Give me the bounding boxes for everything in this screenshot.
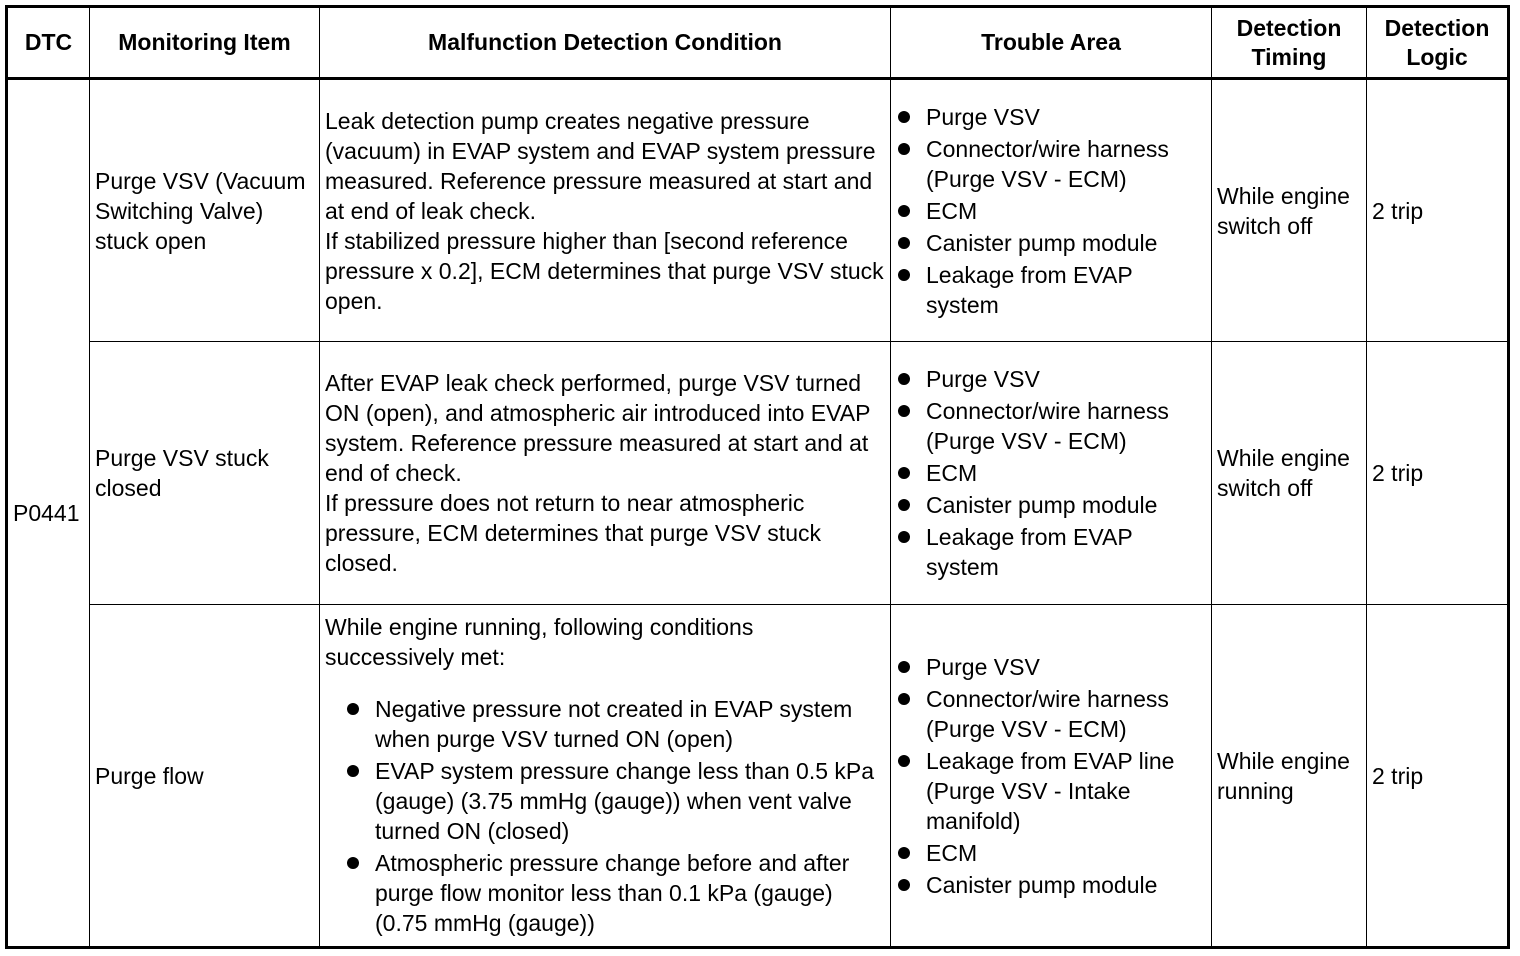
header-monitoring-item: Monitoring Item: [90, 7, 320, 79]
trouble-area-item: Purge VSV: [896, 652, 1206, 682]
condition-paragraph: Leak detection pump creates negative pressure (vacuum) in EVAP system and EVAP system pressure measured. Reference pressure measured at start and at end of leak check.: [325, 107, 876, 224]
condition-bullet: Negative pressure not created in EVAP system when purge VSV turned ON (open): [345, 694, 885, 754]
condition-bullet-list: [345, 694, 885, 938]
detection-timing-cell: While engine switch off: [1212, 79, 1367, 342]
header-dtc: DTC: [7, 7, 90, 79]
trouble-area-item: Purge VSV: [896, 102, 1206, 132]
monitoring-item-cell: Purge VSV stuck closed: [90, 342, 320, 605]
condition-cell: [320, 342, 891, 605]
header-row: [7, 7, 1509, 79]
header-malfunction-condition: Malfunction Detection Condition: [320, 7, 891, 79]
detection-logic-cell: 2 trip: [1367, 342, 1509, 605]
trouble-area-item: Leakage from EVAP system: [896, 260, 1206, 320]
trouble-area-cell: [891, 342, 1212, 605]
header-detection-logic: Detection Logic: [1367, 7, 1509, 79]
detection-timing-cell: While engine running: [1212, 605, 1367, 948]
condition-paragraph: If pressure does not return to near atmospheric pressure, ECM determines that purge VSV stuck closed.: [325, 490, 821, 576]
trouble-area-cell: [891, 79, 1212, 342]
trouble-area-list: [896, 652, 1206, 900]
trouble-area-item: Leakage from EVAP line (Purge VSV - Intake manifold): [896, 746, 1206, 836]
trouble-area-item: Connector/wire harness (Purge VSV - ECM): [896, 684, 1206, 744]
monitoring-item-cell: Purge VSV (Vacuum Switching Valve) stuck open: [90, 79, 320, 342]
trouble-area-item: ECM: [896, 458, 1206, 488]
table-row: [7, 605, 1509, 948]
condition-cell: [320, 605, 891, 948]
trouble-area-item: Connector/wire harness (Purge VSV - ECM): [896, 396, 1206, 456]
detection-logic-cell: 2 trip: [1367, 79, 1509, 342]
header-detection-timing: Detection Timing: [1212, 7, 1367, 79]
trouble-area-item: Leakage from EVAP system: [896, 522, 1206, 582]
trouble-area-item: Purge VSV: [896, 364, 1206, 394]
trouble-area-item: Canister pump module: [896, 490, 1206, 520]
table-row: [7, 79, 1509, 342]
trouble-area-item: Canister pump module: [896, 228, 1206, 258]
trouble-area-item: Canister pump module: [896, 870, 1206, 900]
trouble-area-list: [896, 102, 1206, 320]
trouble-area-item: Connector/wire harness (Purge VSV - ECM): [896, 134, 1206, 194]
trouble-area-item: ECM: [896, 196, 1206, 226]
condition-bullet: Atmospheric pressure change before and after purge flow monitor less than 0.1 kPa (gauge) (0.75 mmHg (gauge)): [345, 848, 885, 938]
condition-cell: [320, 79, 891, 342]
trouble-area-cell: [891, 605, 1212, 948]
dtc-code-cell: P0441: [7, 79, 90, 948]
condition-paragraph: After EVAP leak check performed, purge VSV turned ON (open), and atmospheric air introduced into EVAP system. Reference pressure measured at start and at end of check.: [325, 370, 871, 486]
condition-paragraph: If stabilized pressure higher than [second reference pressure x 0.2], ECM determines that purge VSV stuck open.: [325, 227, 884, 314]
dtc-table: [5, 5, 1510, 949]
detection-timing-cell: While engine switch off: [1212, 342, 1367, 605]
condition-bullet: EVAP system pressure change less than 0.5 kPa (gauge) (3.75 mmHg (gauge)) when vent valve turned ON (closed): [345, 756, 885, 846]
trouble-area-item: ECM: [896, 838, 1206, 868]
monitoring-item-cell: Purge flow: [90, 605, 320, 948]
table-row: [7, 342, 1509, 605]
header-trouble-area: Trouble Area: [891, 7, 1212, 79]
condition-intro: While engine running, following conditions successively met:: [325, 613, 754, 670]
detection-logic-cell: 2 trip: [1367, 605, 1509, 948]
trouble-area-list: [896, 364, 1206, 582]
